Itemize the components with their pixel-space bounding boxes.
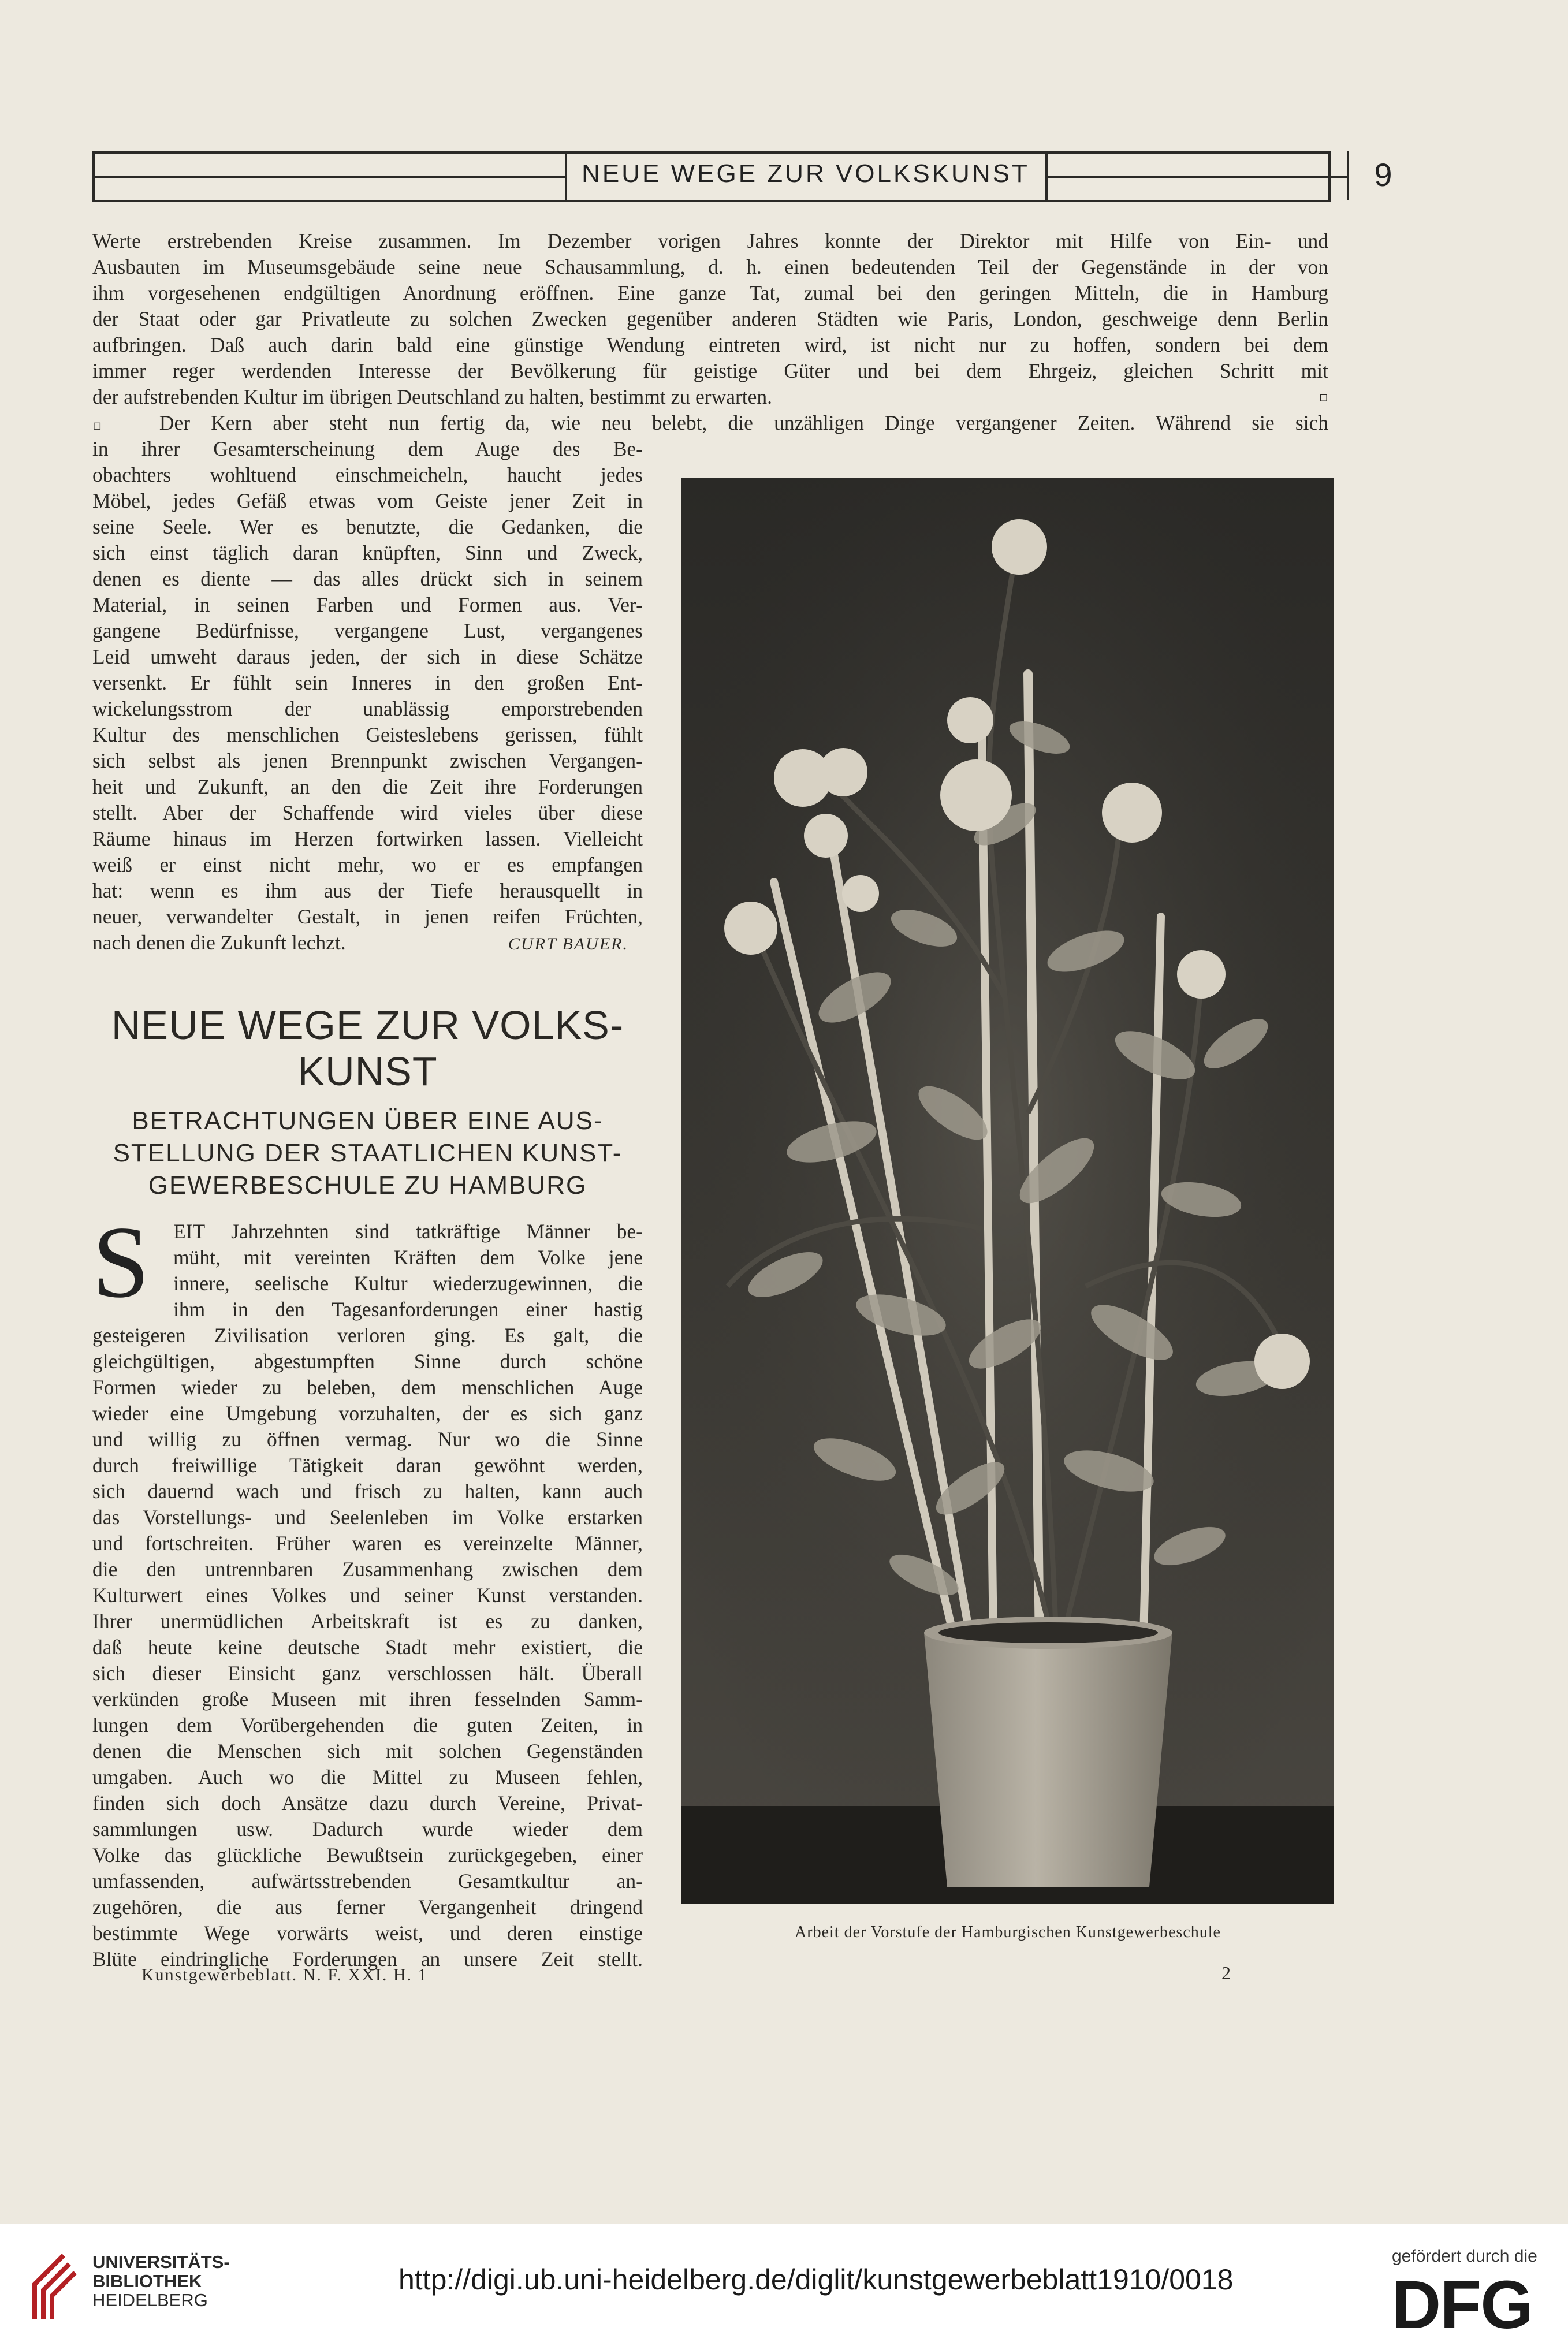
- text-line: Material, in seinen Farben und Formen aus. Ver-: [92, 593, 643, 616]
- text-line: wickelungsstrom der unablässig emporstrebenden: [92, 697, 643, 720]
- text-line: heit und Zukunft, an den die Zeit ihre Forderungen: [92, 775, 643, 798]
- header-rule-left: [92, 176, 566, 178]
- subtitle-line: STELLUNG DER STAATLICHEN KUNST-: [113, 1139, 623, 1167]
- header-rule-right: [1046, 176, 1347, 178]
- text-line: weiß er einst nicht mehr, wo er es empfangen: [92, 853, 643, 876]
- text-line: Kultur des menschlichen Geisteslebens gerissen, fühlt: [92, 723, 643, 746]
- text-line: gesteigeren Zivilisation verloren ging. Es galt, die: [92, 1324, 643, 1347]
- text-line: stellt. Aber der Schaffende wird vieles über diese: [92, 801, 643, 824]
- text-line: innere, seelische Kultur wiederzugewinnen, die: [173, 1272, 643, 1295]
- page-number: 9: [1374, 157, 1392, 193]
- flower-pot: [924, 1617, 1172, 1887]
- author-signature: CURT BAUER.: [508, 934, 628, 954]
- drop-cap: S: [92, 1205, 150, 1319]
- text-line: sich dauernd wach und frisch zu halten, kann auch: [92, 1480, 643, 1503]
- text-line: finden sich doch Ansätze dazu durch Vereine, Privat-: [92, 1792, 643, 1815]
- text-line-content: nach denen die Zukunft lechzt.: [92, 931, 346, 954]
- text-line: Räume hinaus im Herzen fortwirken lassen. Vielleicht: [92, 827, 643, 850]
- text-line: [92, 930, 643, 956]
- journal-footer-line: Kunstgewerbeblatt. N. F. XXI. H. 1: [141, 1965, 428, 1984]
- text-line: zugehören, die aus ferner Vergangenheit dringend: [92, 1896, 643, 1919]
- running-header: [92, 151, 1392, 200]
- text-line: Ausbauten im Museumsgebäude seine neue Schausammlung, d. h. einen bedeutenden Teil der Gegenstände in der von: [92, 255, 1328, 278]
- library-name-line: BIBLIOTHEK: [92, 2271, 202, 2291]
- text-line: [92, 384, 1328, 410]
- text-line-content: Der Kern aber steht nun fertig da, wie neu belebt, die unzähligen Dinge vergangener Zeiten. Während sie sich: [159, 411, 1328, 434]
- text-line: umfassenden, aufwärtsstrebenden Gesamtkultur an-: [92, 1870, 643, 1893]
- subtitle-line: GEWERBESCHULE ZU HAMBURG: [148, 1171, 587, 1200]
- text-line: wieder eine Umgebung vorzuhalten, der es sich ganz: [92, 1402, 643, 1425]
- text-line: Formen wieder zu beleben, dem menschlichen Auge: [92, 1376, 643, 1399]
- text-line: durch freiwillige Tätigkeit daran gewöhnt werden,: [92, 1454, 643, 1477]
- text-line: immer reger werdenden Interesse der Bevölkerung für geistige Güter und bei dem Ehrgeiz, gleichen Schritt mit: [92, 359, 1328, 382]
- library-name-line: HEIDELBERG: [92, 2290, 208, 2310]
- intro-paragraph: [92, 228, 1328, 438]
- text-line: Möbel, jedes Gefäß etwas vom Geiste jener Zeit in: [92, 489, 643, 512]
- text-line: Ihrer unermüdlichen Arbeitskraft ist es zu danken,: [92, 1610, 643, 1633]
- text-line: [92, 410, 1328, 438]
- text-line: denen es diente — das alles drückt sich in seinem: [92, 567, 643, 590]
- subtitle-line: BETRACHTUNGEN ÜBER EINE AUS-: [132, 1107, 604, 1135]
- library-footer-bar: [0, 2224, 1568, 2346]
- text-line: sich einst täglich daran knüpften, Sinn und Zweck,: [92, 541, 643, 564]
- text-line: Kulturwert eines Volkes und seiner Kunst verstanden.: [92, 1584, 643, 1607]
- running-title: NEUE WEGE ZUR VOLKSKUNST: [582, 159, 1030, 188]
- text-line: sammlungen usw. Dadurch wurde wieder dem: [92, 1818, 643, 1841]
- text-line: denen die Menschen sich mit solchen Gegenständen: [92, 1740, 643, 1763]
- text-line: obachters wohltuend einschmeicheln, haucht jedes: [92, 463, 643, 486]
- text-line: ihm in den Tagesanforderungen einer hastig: [173, 1298, 643, 1321]
- photo-caption: Arbeit der Vorstufe der Hamburgischen Kunstgewerbeschule: [795, 1923, 1221, 1941]
- text-line: Blüte eindringliche Forderungen an unsere Zeit stellt.: [92, 1947, 643, 1971]
- text-line: aufbringen. Daß auch darin bald eine günstige Wendung eintreten wird, ist nicht nur zu hoffen, sondern bei dem: [92, 333, 1328, 356]
- article-heading: [92, 1002, 643, 1202]
- text-line-content: der aufstrebenden Kultur im übrigen Deutschland zu halten, bestimmt zu erwarten.: [92, 385, 773, 408]
- text-line: seine Seele. Wer es benutzte, die Gedanken, die: [92, 515, 643, 538]
- text-line: und willig zu öffnen vermag. Nur wo die Sinne: [92, 1428, 643, 1451]
- sheet-number: 2: [1221, 1963, 1231, 1983]
- text-line: und fortschreiten. Früher waren es vereinzelte Männer,: [92, 1532, 643, 1555]
- article-title: KUNST: [297, 1049, 438, 1094]
- article-title: NEUE WEGE ZUR VOLKS-: [111, 1003, 624, 1048]
- library-name-line: UNIVERSITÄTS-: [92, 2252, 230, 2272]
- library-name: [92, 2252, 230, 2310]
- text-line: gleichgültigen, abgestumpften Sinne durch schöne: [92, 1350, 643, 1373]
- article-body: [92, 1219, 643, 1972]
- sponsor-label: gefördert durch die: [1392, 2247, 1537, 2266]
- text-line: Werte erstrebenden Kreise zusammen. Im Dezember vorigen Jahres konnte der Direktor mit Hilfe von Ein- und: [92, 229, 1328, 252]
- text-line: verkünden große Museen mit ihren fesselnden Samm-: [92, 1688, 643, 1711]
- text-line: der Staat oder gar Privatleute zu solchen Zwecken gegenüber anderen Städten wie Paris, London, geschweige denn Berlin: [92, 307, 1328, 330]
- paragraph-mark: ▫: [92, 417, 118, 433]
- text-line: ihm vorgesehenen endgültigen Anordnung eröffnen. Eine ganze Tat, zumal bei den geringen Mitteln, die in Hamburg: [92, 281, 1328, 304]
- text-line: EIT Jahrzehnten sind tatkräftige Männer be-: [173, 1220, 643, 1243]
- article-subtitle: [92, 1105, 643, 1202]
- left-column-continuation: [92, 436, 643, 956]
- rose-plant-photograph: [681, 478, 1334, 1904]
- text-line: Leid umweht daraus jeden, der sich in diese Schätze: [92, 645, 643, 668]
- text-line: gangene Bedürfnisse, vergangene Lust, vergangenes: [92, 619, 643, 642]
- text-line: bestimmte Wege vorwärts weist, und deren einstige: [92, 1922, 643, 1945]
- text-line: die den untrennbaren Zusammenhang zwischen dem: [92, 1558, 643, 1581]
- university-library-logo-icon: [29, 2250, 87, 2325]
- text-line: in ihrer Gesamterscheinung dem Auge des Be-: [92, 437, 643, 460]
- text-line: umgaben. Auch wo die Mittel zu Museen fehlen,: [92, 1766, 643, 1789]
- text-line: das Vorstellungs- und Seelenleben im Volke erstarken: [92, 1506, 643, 1529]
- text-line: hat: wenn es ihm aus der Tiefe herausquellt in: [92, 879, 643, 902]
- text-line: sich selbst als jenen Brennpunkt zwischen Vergangen-: [92, 749, 643, 772]
- text-line: Volke das glückliche Bewußtsein zurückgegeben, einer: [92, 1844, 643, 1867]
- text-line: müht, mit vereinten Kräften dem Volke jene: [173, 1246, 643, 1269]
- text-line: sich dieser Einsicht ganz verschlossen hält. Überall: [92, 1662, 643, 1685]
- text-line: lungen dem Vorübergehenden die guten Zeiten, in: [92, 1714, 643, 1737]
- text-line: versenkt. Er fühlt sein Inneres in den großen Ent-: [92, 671, 643, 694]
- paragraph-mark: ▫: [1319, 389, 1328, 405]
- permalink-url[interactable]: http://digi.ub.uni-heidelberg.de/diglit/kunstgewerbeblatt1910/0018: [398, 2263, 1234, 2296]
- dfg-logo: DFG: [1392, 2267, 1533, 2343]
- text-line: neuer, verwandelter Gestalt, in jenen reifen Früchten,: [92, 905, 643, 928]
- text-line: daß heute keine deutsche Stadt mehr existiert, die: [92, 1636, 643, 1659]
